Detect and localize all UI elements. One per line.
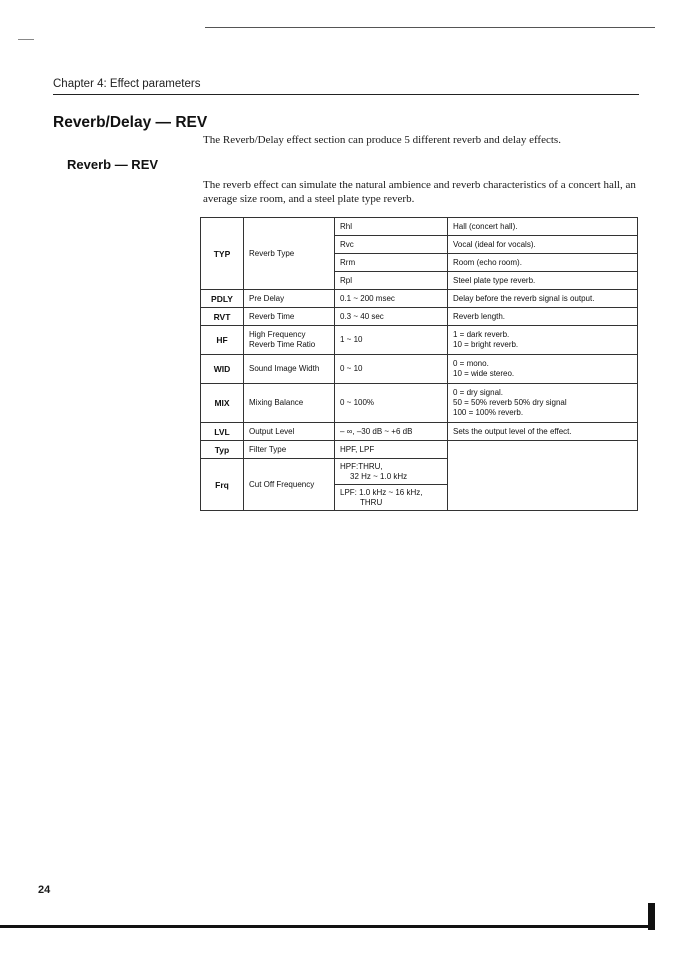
param-range: 0 ~ 10 <box>335 355 448 384</box>
param-desc-line: 50 = 50% reverb 50% dry signal <box>453 398 567 407</box>
param-range: 0 ~ 100% <box>335 384 448 423</box>
param-abbr: RVT <box>201 308 244 326</box>
param-desc-line: 0 = mono. <box>453 359 489 368</box>
param-desc-line: 100 = 100% reverb. <box>453 408 524 417</box>
param-desc <box>448 355 638 384</box>
param-range-line: HPF:THRU, <box>340 461 383 471</box>
table-row <box>201 308 638 326</box>
chapter-header: Chapter 4: Effect parameters <box>53 78 201 90</box>
param-desc-line: 0 = dry signal. <box>453 388 504 397</box>
param-name: Pre Delay <box>244 290 335 308</box>
table-row <box>201 441 638 459</box>
table-row <box>201 355 638 384</box>
param-desc <box>448 441 638 511</box>
param-name: Reverb Time <box>244 308 335 326</box>
top-rule <box>205 27 655 28</box>
param-desc <box>448 326 638 355</box>
header-rule <box>53 94 639 95</box>
param-name: Sound Image Width <box>244 355 335 384</box>
param-name: Cut Off Frequency <box>244 459 335 511</box>
param-name: Reverb Type <box>244 218 335 290</box>
param-desc: Delay before the reverb signal is output. <box>448 290 638 308</box>
param-range-line: LPF: 1.0 kHz ~ 16 kHz, <box>340 487 423 497</box>
param-name: Mixing Balance <box>244 384 335 423</box>
param-abbr: PDLY <box>201 290 244 308</box>
param-abbr: TYP <box>201 218 244 290</box>
param-desc: Sets the output level of the effect. <box>448 423 638 441</box>
param-range: 1 ~ 10 <box>335 326 448 355</box>
param-abbr: MIX <box>201 384 244 423</box>
param-abbr: Typ <box>201 441 244 459</box>
section-title: Reverb/Delay — REV <box>53 114 208 131</box>
param-range: Rvc <box>335 236 448 254</box>
param-abbr: HF <box>201 326 244 355</box>
table-row <box>201 423 638 441</box>
param-range <box>335 485 448 511</box>
subsection-title: Reverb — REV <box>67 157 159 172</box>
param-abbr: Frq <box>201 459 244 511</box>
table-row <box>201 218 638 236</box>
param-desc: Hall (concert hall). <box>448 218 638 236</box>
param-range: Rhl <box>335 218 448 236</box>
param-name: Output Level <box>244 423 335 441</box>
param-range: 0.1 ~ 200 msec <box>335 290 448 308</box>
param-range: 0.3 ~ 40 sec <box>335 308 448 326</box>
param-range-line: THRU <box>360 497 383 507</box>
parameter-table <box>200 217 638 511</box>
table-row <box>201 384 638 423</box>
param-desc <box>448 384 638 423</box>
param-abbr: WID <box>201 355 244 384</box>
param-name-line: High Frequency <box>249 330 306 339</box>
param-name-line: Reverb Time Ratio <box>249 340 316 349</box>
table-row <box>201 290 638 308</box>
margin-mark <box>18 39 34 40</box>
param-name <box>244 326 335 355</box>
param-desc: Steel plate type reverb. <box>448 272 638 290</box>
param-range: Rpl <box>335 272 448 290</box>
section-intro: The Reverb/Delay effect section can produce 5 different reverb and delay effects. <box>203 134 561 146</box>
param-desc-line: 10 = bright reverb. <box>453 340 519 349</box>
param-desc: Room (echo room). <box>448 254 638 272</box>
page-number: 24 <box>38 884 51 896</box>
param-desc: Reverb length. <box>448 308 638 326</box>
bottom-rule <box>0 925 652 928</box>
subsection-paragraph: The reverb effect can simulate the natural ambience and reverb characteristics of a concert hall, an average size room, and a steel plate type reverb. <box>203 179 636 205</box>
param-range: Rrm <box>335 254 448 272</box>
param-desc: Vocal (ideal for vocals). <box>448 236 638 254</box>
param-abbr: LVL <box>201 423 244 441</box>
param-range <box>335 459 448 485</box>
param-range: – ∞, –30 dB ~ +6 dB <box>335 423 448 441</box>
param-name: Filter Type <box>244 441 335 459</box>
param-desc-line: 1 = dark reverb. <box>453 330 510 339</box>
param-range-line: 32 Hz ~ 1.0 kHz <box>350 471 408 481</box>
table-row <box>201 326 638 355</box>
param-range: HPF, LPF <box>335 441 448 459</box>
param-desc-line: 10 = wide stereo. <box>453 369 515 378</box>
edge-tab <box>648 903 655 930</box>
